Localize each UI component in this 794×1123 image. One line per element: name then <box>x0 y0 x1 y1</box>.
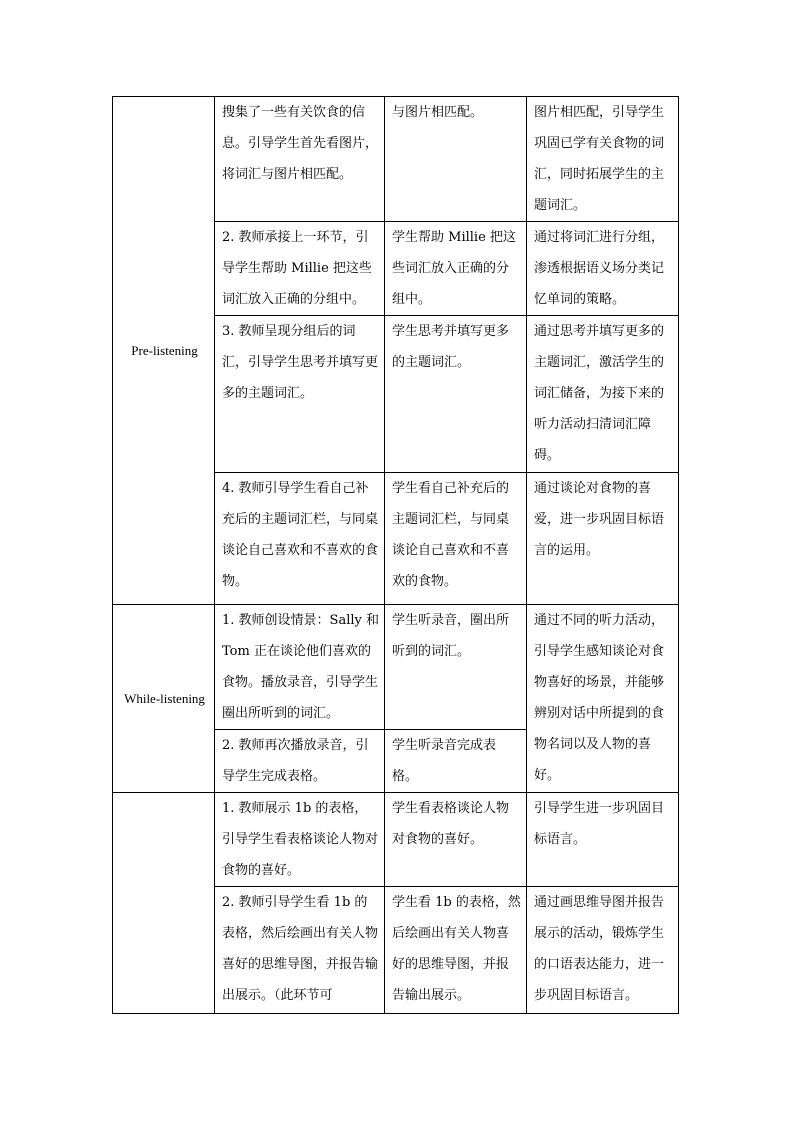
student-activity-cell: 学生看表格谈论人物对食物的喜好。 <box>385 793 527 887</box>
teacher-activity-cell: 2. 教师再次播放录音，引导学生完成表格。 <box>215 730 385 793</box>
student-activity-cell: 学生听录音完成表格。 <box>385 730 527 793</box>
student-activity-cell: 与图片相匹配。 <box>385 97 527 222</box>
teacher-activity-cell: 1. 教师展示 1b 的表格，引导学生看表格谈论人物对食物的喜好。 <box>215 793 385 887</box>
stage-cell-empty <box>113 793 215 1014</box>
stage-cell-pre-listening <box>113 97 215 605</box>
purpose-cell: 通过不同的听力活动，引导学生感知谈论对食物喜好的场景，并能够辨别对话中所提到的食物名词以及人物的喜好。 <box>527 605 679 793</box>
purpose-cell: 通过思考并填写更多的主题词汇，激活学生的词汇储备，为接下来的听力活动扫清词汇障碍。 <box>527 316 679 473</box>
stage-label: Pre-listening <box>131 343 198 358</box>
student-activity-cell: 学生看自己补充后的主题词汇栏，与同桌谈论自己喜欢和不喜欢的食物。 <box>385 473 527 605</box>
table-row <box>113 97 679 222</box>
student-activity-cell: 学生听录音，圈出所听到的词汇。 <box>385 605 527 730</box>
stage-label: While-listening <box>124 691 205 706</box>
student-activity-cell: 学生帮助 Millie 把这些词汇放入正确的分组中。 <box>385 222 527 316</box>
teacher-activity-cell: 4. 教师引导学生看自己补充后的主题词汇栏，与同桌谈论自己喜欢和不喜欢的食物。 <box>215 473 385 605</box>
table-row <box>113 793 679 887</box>
purpose-cell: 通过画思维导图并报告展示的活动，锻炼学生的口语表达能力，进一步巩固目标语言。 <box>527 887 679 1014</box>
purpose-cell: 通过将词汇进行分组，渗透根据语义场分类记忆单词的策略。 <box>527 222 679 316</box>
teacher-activity-cell: 1. 教师创设情景：Sally 和 Tom 正在谈论他们喜欢的食物。播放录音，引导学生圈出所听到的词汇。 <box>215 605 385 730</box>
stage-cell-while-listening <box>113 605 215 793</box>
student-activity-cell: 学生看 1b 的表格，然后绘画出有关人物喜好的思维导图，并报告输出展示。 <box>385 887 527 1014</box>
teacher-activity-cell: 搜集了一些有关饮食的信息。引导学生首先看图片，将词汇与图片相匹配。 <box>215 97 385 222</box>
teacher-activity-cell: 2. 教师引导学生看 1b 的表格，然后绘画出有关人物喜好的思维导图，并报告输出展示。（此环节可 <box>215 887 385 1014</box>
student-activity-cell: 学生思考并填写更多的主题词汇。 <box>385 316 527 473</box>
lesson-plan-table <box>112 96 679 1014</box>
teacher-activity-cell: 3. 教师呈现分组后的词汇，引导学生思考并填写更多的主题词汇。 <box>215 316 385 473</box>
purpose-cell: 引导学生进一步巩固目标语言。 <box>527 793 679 887</box>
purpose-cell: 通过谈论对食物的喜爱，进一步巩固目标语言的运用。 <box>527 473 679 605</box>
teacher-activity-cell: 2. 教师承接上一环节，引导学生帮助 Millie 把这些词汇放入正确的分组中。 <box>215 222 385 316</box>
table-row <box>113 605 679 730</box>
purpose-cell: 图片相匹配，引导学生巩固已学有关食物的词汇，同时拓展学生的主题词汇。 <box>527 97 679 222</box>
